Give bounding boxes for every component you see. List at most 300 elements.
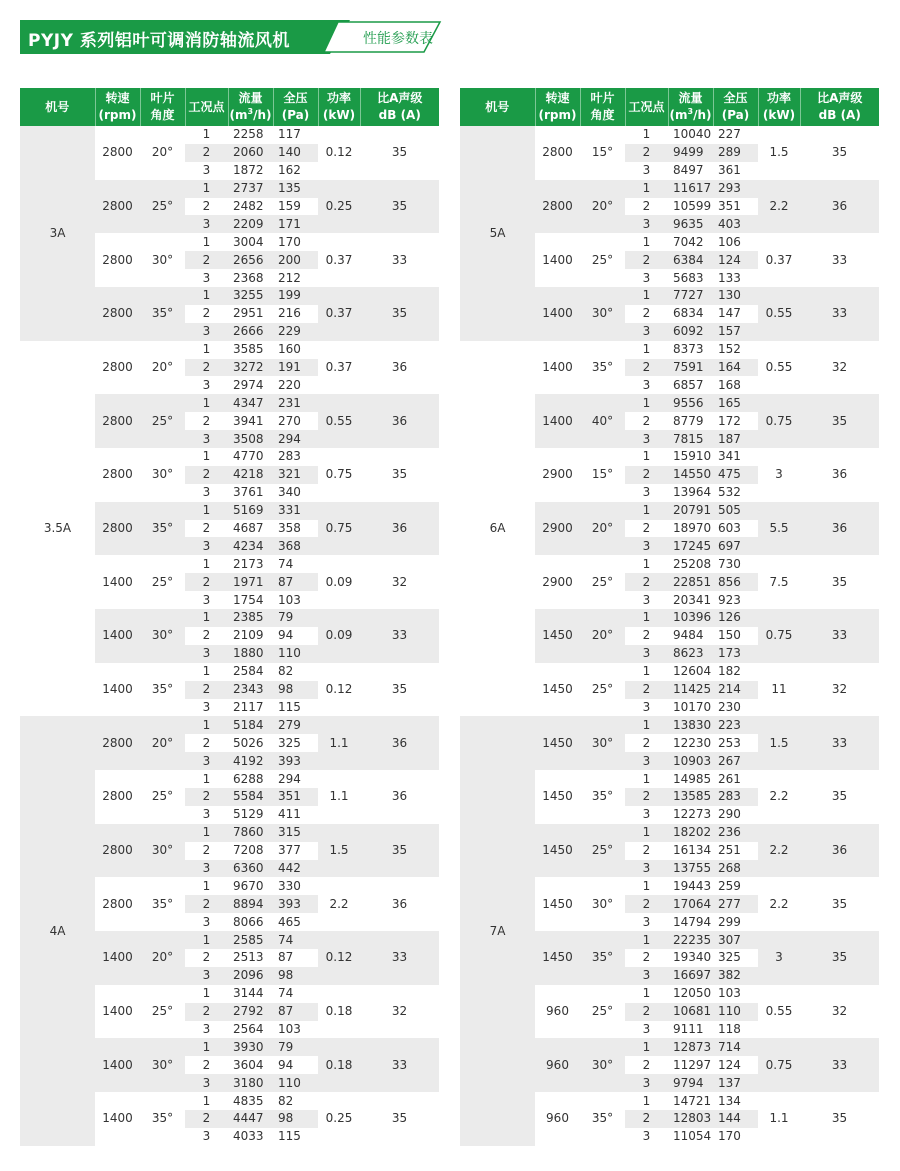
speed-cell: 960 (535, 1092, 580, 1146)
power-cell: 1.1 (318, 770, 360, 824)
operating-point-cell: 1 (625, 341, 668, 359)
pressure-cell: 393 (273, 752, 318, 770)
pressure-cell: 697 (713, 537, 758, 555)
blade-angle-cell: 30° (140, 824, 185, 878)
pressure-cell: 82 (273, 1092, 318, 1110)
table-row (20, 341, 439, 359)
flow-cell: 9635 (668, 215, 713, 233)
blade-angle-cell: 30° (580, 1038, 625, 1092)
blade-angle-cell: 30° (140, 448, 185, 502)
blade-angle-cell: 25° (140, 555, 185, 609)
power-cell: 3 (758, 448, 800, 502)
noise-cell: 32 (360, 555, 439, 609)
noise-cell: 36 (360, 716, 439, 770)
flow-cell: 9499 (668, 144, 713, 162)
operating-point-cell: 2 (185, 1056, 228, 1074)
pressure-cell: 377 (273, 842, 318, 860)
pressure-cell: 229 (273, 323, 318, 341)
flow-cell: 5129 (228, 806, 273, 824)
power-cell: 0.37 (758, 233, 800, 287)
operating-point-cell: 1 (185, 824, 228, 842)
power-cell: 5.5 (758, 502, 800, 556)
flow-cell: 4234 (228, 537, 273, 555)
pressure-cell: 118 (713, 1021, 758, 1039)
speed-cell: 1450 (535, 824, 580, 878)
flow-cell: 9670 (228, 877, 273, 895)
blade-angle-cell: 35° (580, 931, 625, 985)
flow-cell: 4835 (228, 1092, 273, 1110)
operating-point-cell: 1 (625, 985, 668, 1003)
noise-cell: 35 (800, 931, 879, 985)
flow-cell: 14550 (668, 466, 713, 484)
pressure-cell: 140 (273, 144, 318, 162)
pressure-cell: 923 (713, 591, 758, 609)
operating-point-cell: 3 (185, 913, 228, 931)
flow-cell: 20791 (668, 502, 713, 520)
speed-cell: 1450 (535, 770, 580, 824)
noise-cell: 32 (800, 341, 879, 395)
speed-cell: 1400 (95, 663, 140, 717)
operating-point-cell: 1 (625, 1092, 668, 1110)
pressure-cell: 231 (273, 394, 318, 412)
operating-point-cell: 1 (625, 770, 668, 788)
pressure-cell: 199 (273, 287, 318, 305)
flow-cell: 13755 (668, 860, 713, 878)
power-cell: 2.2 (758, 770, 800, 824)
flow-cell: 7042 (668, 233, 713, 251)
noise-cell: 35 (800, 126, 879, 180)
speed-cell: 1400 (535, 341, 580, 395)
pressure-cell: 307 (713, 931, 758, 949)
blade-angle-cell: 25° (580, 233, 625, 287)
noise-cell: 35 (360, 287, 439, 341)
operating-point-cell: 3 (625, 484, 668, 502)
noise-cell: 32 (360, 985, 439, 1039)
pressure-cell: 165 (713, 394, 758, 412)
machine-number: 3.5A (20, 341, 95, 717)
flow-cell: 3272 (228, 359, 273, 377)
flow-cell: 3941 (228, 412, 273, 430)
pressure-cell: 124 (713, 1056, 758, 1074)
table-row (20, 716, 439, 734)
col-pressure: 全压 (Pa) (713, 88, 758, 126)
operating-point-cell: 2 (185, 734, 228, 752)
blade-angle-cell: 35° (140, 877, 185, 931)
col-blade-angle: 叶片 角度 (580, 88, 625, 126)
pressure-cell: 351 (273, 788, 318, 806)
flow-cell: 10681 (668, 1003, 713, 1021)
operating-point-cell: 3 (625, 1021, 668, 1039)
power-cell: 1.5 (318, 824, 360, 878)
noise-cell: 35 (800, 394, 879, 448)
pressure-cell: 82 (273, 663, 318, 681)
pressure-cell: 157 (713, 323, 758, 341)
blade-angle-cell: 40° (580, 394, 625, 448)
blade-angle-cell: 35° (140, 502, 185, 556)
operating-point-cell: 2 (185, 627, 228, 645)
speed-cell: 2800 (95, 502, 140, 556)
speed-cell: 2800 (95, 770, 140, 824)
flow-cell: 2513 (228, 949, 273, 967)
page-title: PYJY 系列铝叶可调消防轴流风机 (28, 31, 290, 51)
speed-cell: 1400 (95, 931, 140, 985)
flow-cell: 7727 (668, 287, 713, 305)
flow-cell: 20341 (668, 591, 713, 609)
operating-point-cell: 3 (625, 1128, 668, 1146)
blade-angle-cell: 30° (140, 233, 185, 287)
operating-point-cell: 3 (625, 215, 668, 233)
flow-cell: 2585 (228, 931, 273, 949)
power-cell: 0.25 (318, 1092, 360, 1146)
operating-point-cell: 2 (625, 1056, 668, 1074)
noise-cell: 35 (360, 448, 439, 502)
noise-cell: 35 (800, 555, 879, 609)
flow-cell: 5184 (228, 716, 273, 734)
operating-point-cell: 1 (185, 341, 228, 359)
machine-number: 6A (460, 341, 535, 717)
operating-point-cell: 2 (185, 1110, 228, 1128)
table-header-row (460, 88, 879, 126)
pressure-cell: 212 (273, 269, 318, 287)
flow-cell: 8066 (228, 913, 273, 931)
operating-point-cell: 2 (625, 1110, 668, 1128)
pressure-cell: 117 (273, 126, 318, 144)
blade-angle-cell: 20° (580, 180, 625, 234)
pressure-cell: 144 (713, 1110, 758, 1128)
blade-angle-cell: 30° (140, 1038, 185, 1092)
speed-cell: 1400 (95, 985, 140, 1039)
pressure-cell: 325 (273, 734, 318, 752)
blade-angle-cell: 35° (580, 1092, 625, 1146)
flow-cell: 16134 (668, 842, 713, 860)
operating-point-cell: 1 (185, 126, 228, 144)
operating-point-cell: 3 (185, 162, 228, 180)
flow-cell: 22235 (668, 931, 713, 949)
pressure-cell: 289 (713, 144, 758, 162)
pressure-cell: 475 (713, 466, 758, 484)
pressure-cell: 442 (273, 860, 318, 878)
pressure-cell: 103 (713, 985, 758, 1003)
operating-point-cell: 2 (185, 466, 228, 484)
operating-point-cell: 1 (625, 663, 668, 681)
operating-point-cell: 1 (185, 233, 228, 251)
operating-point-cell: 2 (625, 144, 668, 162)
blade-angle-cell: 30° (140, 609, 185, 663)
col-flow: 流量 $(m^3/h)$ (228, 88, 273, 126)
flow-cell: 9111 (668, 1021, 713, 1039)
operating-point-cell: 3 (185, 752, 228, 770)
blade-angle-cell: 20° (580, 609, 625, 663)
col-pressure: 全压 (Pa) (273, 88, 318, 126)
pressure-cell: 134 (713, 1092, 758, 1110)
flow-cell: 10170 (668, 699, 713, 717)
pressure-cell: 94 (273, 1056, 318, 1074)
operating-point-cell: 1 (185, 1092, 228, 1110)
pressure-cell: 74 (273, 931, 318, 949)
operating-point-cell: 3 (185, 1021, 228, 1039)
flow-cell: 4218 (228, 466, 273, 484)
col-power: 功率 (kW) (318, 88, 360, 126)
operating-point-cell: 2 (625, 520, 668, 538)
flow-cell: 8779 (668, 412, 713, 430)
power-cell: 0.55 (758, 287, 800, 341)
pressure-cell: 74 (273, 985, 318, 1003)
flow-cell: 7591 (668, 359, 713, 377)
blade-angle-cell: 35° (140, 663, 185, 717)
pressure-cell: 227 (713, 126, 758, 144)
pressure-cell: 321 (273, 466, 318, 484)
flow-cell: 17245 (668, 537, 713, 555)
operating-point-cell: 1 (625, 824, 668, 842)
operating-point-cell: 1 (625, 233, 668, 251)
power-cell: 0.37 (318, 233, 360, 287)
pressure-cell: 331 (273, 502, 318, 520)
operating-point-cell: 3 (185, 269, 228, 287)
pressure-cell: 126 (713, 609, 758, 627)
col-noise: 比A声级 dB (A) (800, 88, 879, 126)
flow-cell: 11425 (668, 681, 713, 699)
operating-point-cell: 1 (185, 877, 228, 895)
power-cell: 0.75 (758, 609, 800, 663)
power-cell: 1.1 (318, 716, 360, 770)
operating-point-cell: 1 (625, 931, 668, 949)
speed-cell: 2800 (535, 180, 580, 234)
machine-number: 4A (20, 716, 95, 1145)
flow-cell: 2385 (228, 609, 273, 627)
flow-cell: 2584 (228, 663, 273, 681)
speed-cell: 2800 (95, 233, 140, 287)
speed-cell: 2800 (95, 180, 140, 234)
operating-point-cell: 2 (625, 734, 668, 752)
flow-cell: 2258 (228, 126, 273, 144)
flow-cell: 2117 (228, 699, 273, 717)
pressure-cell: 133 (713, 269, 758, 287)
blade-angle-cell: 35° (140, 1092, 185, 1146)
flow-cell: 1880 (228, 645, 273, 663)
flow-cell: 3930 (228, 1038, 273, 1056)
power-cell: 0.75 (318, 502, 360, 556)
flow-cell: 14794 (668, 913, 713, 931)
noise-cell: 36 (360, 341, 439, 395)
noise-cell: 32 (800, 985, 879, 1039)
noise-cell: 36 (360, 394, 439, 448)
flow-cell: 2109 (228, 627, 273, 645)
flow-cell: 1971 (228, 573, 273, 591)
flow-cell: 4447 (228, 1110, 273, 1128)
operating-point-cell: 2 (185, 949, 228, 967)
pressure-cell: 98 (273, 1110, 318, 1128)
noise-cell: 35 (360, 180, 439, 234)
col-operating-point: 工况点 (625, 88, 668, 126)
flow-cell: 2060 (228, 144, 273, 162)
operating-point-cell: 3 (625, 376, 668, 394)
col-blade-angle: 叶片 角度 (140, 88, 185, 126)
spec-table-right (460, 88, 879, 1146)
operating-point-cell: 1 (185, 394, 228, 412)
power-cell: 0.09 (318, 555, 360, 609)
col-speed: 转速 (rpm) (95, 88, 140, 126)
power-cell: 0.55 (318, 394, 360, 448)
pressure-cell: 294 (273, 430, 318, 448)
flow-cell: 2564 (228, 1021, 273, 1039)
flow-cell: 8497 (668, 162, 713, 180)
pressure-cell: 191 (273, 359, 318, 377)
pressure-cell: 223 (713, 716, 758, 734)
operating-point-cell: 1 (185, 609, 228, 627)
pressure-cell: 261 (713, 770, 758, 788)
operating-point-cell: 1 (625, 555, 668, 573)
power-cell: 2.2 (758, 824, 800, 878)
col-machine: 机号 (460, 88, 535, 126)
power-cell: 0.55 (758, 341, 800, 395)
operating-point-cell: 2 (625, 949, 668, 967)
noise-cell: 35 (360, 1092, 439, 1146)
pressure-cell: 170 (273, 233, 318, 251)
pressure-cell: 150 (713, 627, 758, 645)
operating-point-cell: 3 (625, 537, 668, 555)
flow-cell: 16697 (668, 967, 713, 985)
speed-cell: 1400 (95, 1038, 140, 1092)
operating-point-cell: 1 (625, 180, 668, 198)
col-noise: 比A声级 dB (A) (360, 88, 439, 126)
operating-point-cell: 3 (185, 215, 228, 233)
operating-point-cell: 3 (185, 537, 228, 555)
pressure-cell: 159 (273, 198, 318, 216)
flow-cell: 13585 (668, 788, 713, 806)
blade-angle-cell: 25° (140, 180, 185, 234)
flow-cell: 19443 (668, 877, 713, 895)
operating-point-cell: 2 (185, 305, 228, 323)
operating-point-cell: 2 (185, 359, 228, 377)
blade-angle-cell: 25° (580, 663, 625, 717)
operating-point-cell: 2 (625, 788, 668, 806)
operating-point-cell: 2 (625, 198, 668, 216)
flow-cell: 9794 (668, 1074, 713, 1092)
power-cell: 0.75 (758, 394, 800, 448)
flow-cell: 8623 (668, 645, 713, 663)
operating-point-cell: 2 (185, 412, 228, 430)
speed-cell: 1450 (535, 716, 580, 770)
operating-point-cell: 2 (185, 788, 228, 806)
power-cell: 0.75 (318, 448, 360, 502)
power-cell: 2.2 (758, 180, 800, 234)
power-cell: 2.2 (318, 877, 360, 931)
pressure-cell: 171 (273, 215, 318, 233)
noise-cell: 35 (360, 824, 439, 878)
pressure-cell: 152 (713, 341, 758, 359)
speed-cell: 1400 (95, 1092, 140, 1146)
operating-point-cell: 3 (185, 323, 228, 341)
power-cell: 1.1 (758, 1092, 800, 1146)
power-cell: 0.12 (318, 663, 360, 717)
speed-cell: 960 (535, 985, 580, 1039)
operating-point-cell: 2 (185, 198, 228, 216)
pressure-cell: 393 (273, 895, 318, 913)
pressure-cell: 251 (713, 842, 758, 860)
speed-cell: 2800 (95, 716, 140, 770)
pressure-cell: 236 (713, 824, 758, 842)
operating-point-cell: 1 (625, 877, 668, 895)
operating-point-cell: 3 (185, 699, 228, 717)
col-machine: 机号 (20, 88, 95, 126)
pressure-cell: 279 (273, 716, 318, 734)
flow-cell: 18970 (668, 520, 713, 538)
pressure-cell: 110 (273, 1074, 318, 1092)
operating-point-cell: 3 (185, 645, 228, 663)
table-row (460, 126, 879, 144)
pressure-cell: 130 (713, 287, 758, 305)
noise-cell: 36 (800, 448, 879, 502)
operating-point-cell: 2 (185, 251, 228, 269)
pressure-cell: 220 (273, 376, 318, 394)
power-cell: 0.55 (758, 985, 800, 1039)
operating-point-cell: 3 (625, 591, 668, 609)
blade-angle-cell: 30° (580, 716, 625, 770)
power-cell: 7.5 (758, 555, 800, 609)
noise-cell: 33 (800, 716, 879, 770)
pressure-cell: 172 (713, 412, 758, 430)
flow-cell: 11297 (668, 1056, 713, 1074)
flow-cell: 22851 (668, 573, 713, 591)
operating-point-cell: 2 (625, 895, 668, 913)
flow-cell: 2737 (228, 180, 273, 198)
pressure-cell: 325 (713, 949, 758, 967)
pressure-cell: 368 (273, 537, 318, 555)
operating-point-cell: 1 (185, 770, 228, 788)
power-cell: 0.37 (318, 287, 360, 341)
pressure-cell: 170 (713, 1128, 758, 1146)
pressure-cell: 94 (273, 627, 318, 645)
operating-point-cell: 2 (625, 627, 668, 645)
blade-angle-cell: 25° (580, 985, 625, 1039)
pressure-cell: 382 (713, 967, 758, 985)
pressure-cell: 253 (713, 734, 758, 752)
operating-point-cell: 3 (185, 430, 228, 448)
flow-cell: 9556 (668, 394, 713, 412)
power-cell: 0.75 (758, 1038, 800, 1092)
noise-cell: 35 (800, 1092, 879, 1146)
power-cell: 0.37 (318, 341, 360, 395)
pressure-cell: 270 (273, 412, 318, 430)
blade-angle-cell: 20° (580, 502, 625, 556)
operating-point-cell: 2 (185, 681, 228, 699)
table-header-row (20, 88, 439, 126)
pressure-cell: 277 (713, 895, 758, 913)
speed-cell: 2900 (535, 502, 580, 556)
pressure-cell: 79 (273, 1038, 318, 1056)
pressure-cell: 103 (273, 591, 318, 609)
pressure-cell: 290 (713, 806, 758, 824)
flow-cell: 3255 (228, 287, 273, 305)
flow-cell: 6288 (228, 770, 273, 788)
flow-cell: 12604 (668, 663, 713, 681)
power-cell: 0.09 (318, 609, 360, 663)
flow-cell: 7860 (228, 824, 273, 842)
flow-cell: 4770 (228, 448, 273, 466)
pressure-cell: 182 (713, 663, 758, 681)
pressure-cell: 230 (713, 699, 758, 717)
flow-cell: 12230 (668, 734, 713, 752)
pressure-cell: 299 (713, 913, 758, 931)
flow-cell: 2173 (228, 555, 273, 573)
speed-cell: 1400 (535, 394, 580, 448)
noise-cell: 33 (800, 609, 879, 663)
operating-point-cell: 3 (185, 376, 228, 394)
speed-cell: 2900 (535, 555, 580, 609)
operating-point-cell: 2 (185, 573, 228, 591)
pressure-cell: 403 (713, 215, 758, 233)
operating-point-cell: 2 (185, 842, 228, 860)
